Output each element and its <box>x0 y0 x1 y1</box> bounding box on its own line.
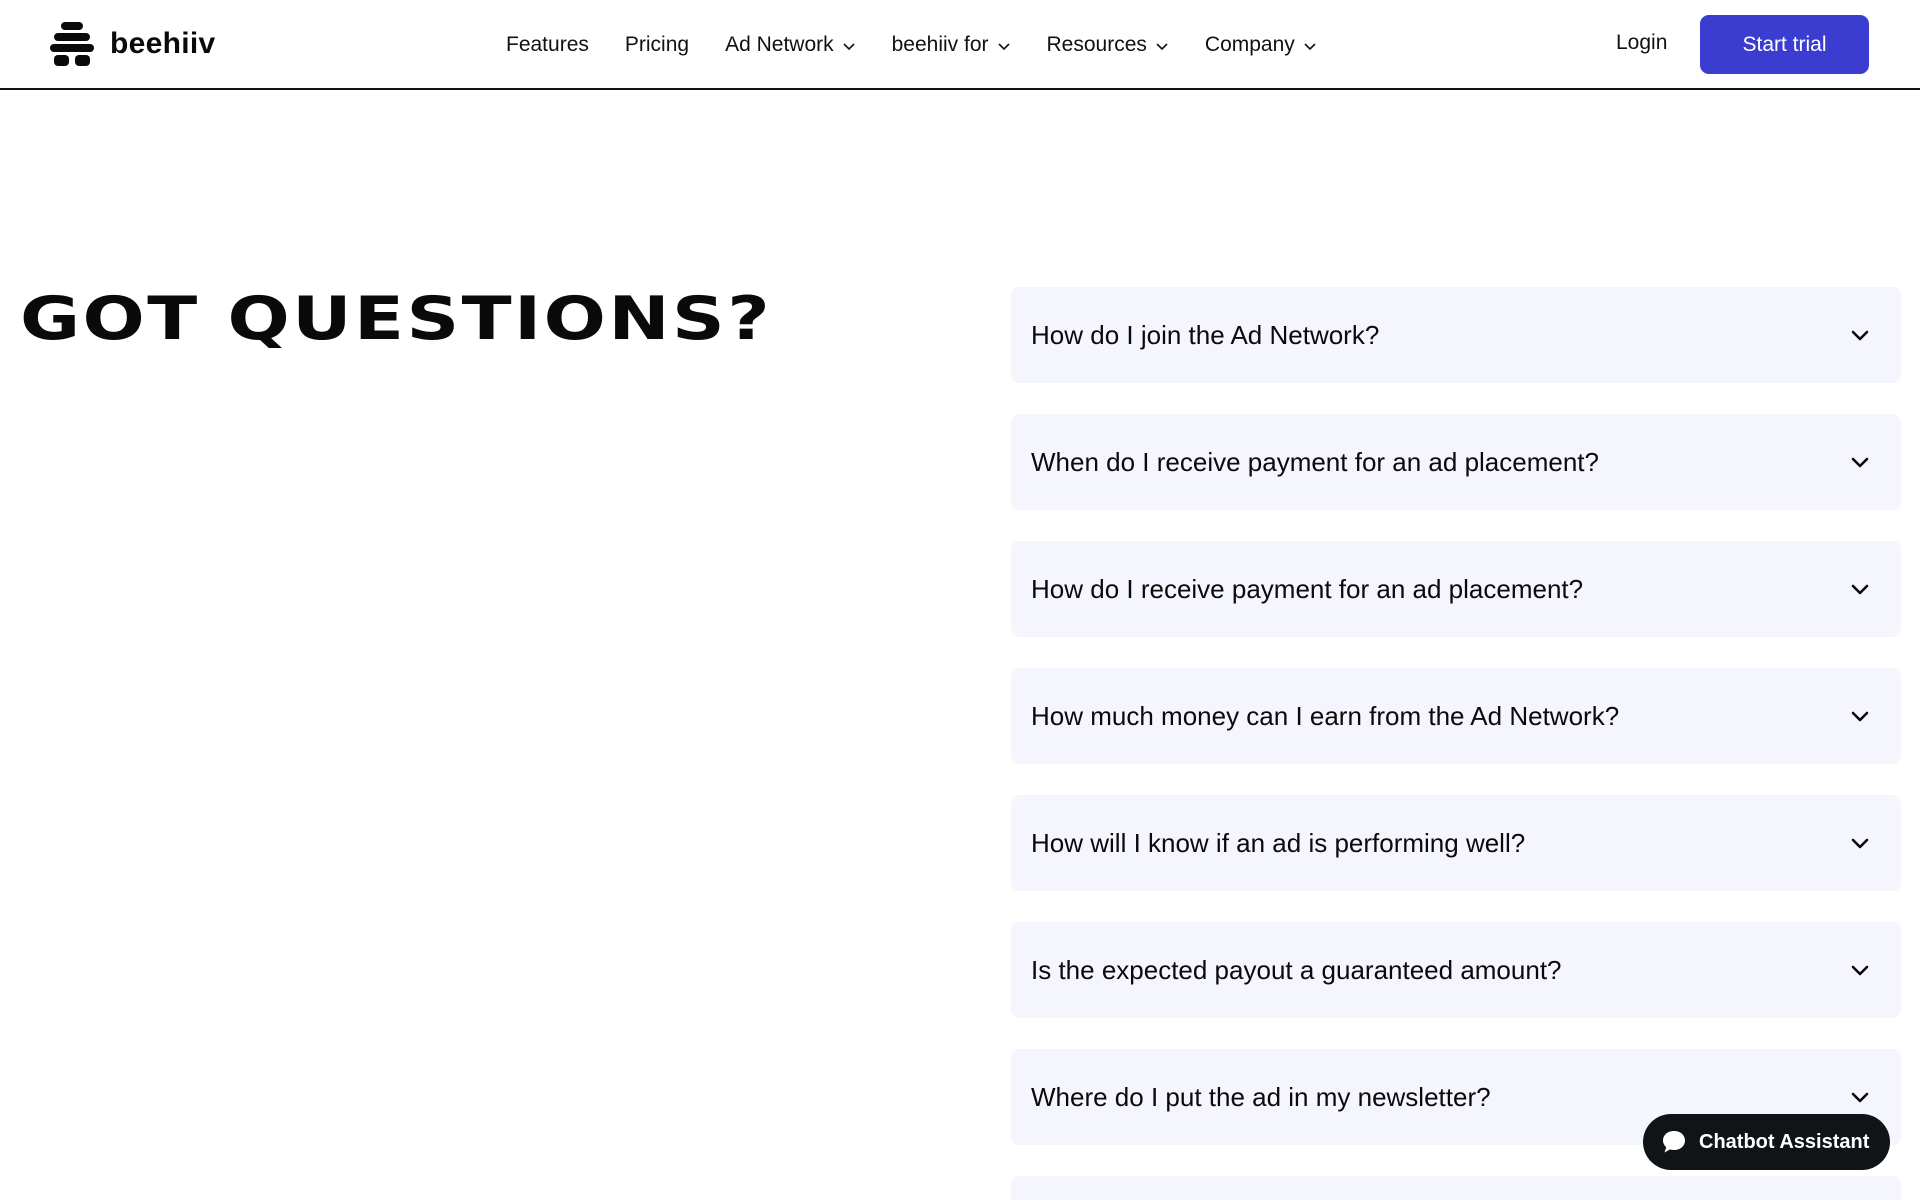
page-title: GOT QUESTIONS? <box>20 284 773 354</box>
faq-item[interactable] <box>1011 541 1901 637</box>
chevron-down-icon <box>1849 832 1871 854</box>
main-nav <box>506 0 1317 90</box>
chevron-down-icon <box>1849 578 1871 600</box>
nav-label: Ad Network <box>725 33 834 56</box>
faq-question: How do I join the Ad Network? <box>1031 319 1380 350</box>
login-link[interactable]: Login <box>1616 31 1668 54</box>
faq-question: Where do I put the ad in my newsletter? <box>1031 1081 1491 1112</box>
faq-question: Is the expected payout a guaranteed amount? <box>1031 954 1562 985</box>
faq-item[interactable] <box>1011 922 1901 1018</box>
nav-label: Pricing <box>624 33 690 56</box>
chevron-down-icon <box>1849 1086 1871 1108</box>
faq-item[interactable] <box>1011 795 1901 891</box>
faq-question: How will I know if an ad is performing well? <box>1031 827 1526 858</box>
beehiiv-logo[interactable] <box>50 22 215 66</box>
start-trial-button[interactable]: Start trial <box>1700 15 1869 74</box>
chatbot-label: Chatbot Assistant <box>1699 1130 1870 1153</box>
nav-label: Company <box>1204 33 1295 56</box>
faq-question: When do I receive payment for an ad placement? <box>1031 446 1599 477</box>
logo-text: beehiiv <box>110 27 216 60</box>
faq-item[interactable] <box>1011 287 1901 383</box>
nav-item-pricing[interactable] <box>625 33 689 57</box>
chevron-down-icon <box>1849 959 1871 981</box>
nav-item-resources[interactable] <box>1047 33 1169 57</box>
nav-label: Resources <box>1046 33 1147 56</box>
chatbot-assistant-button[interactable] <box>1643 1114 1890 1170</box>
beehive-logo-icon <box>50 22 94 66</box>
chevron-down-icon <box>1155 39 1169 53</box>
nav-item-features[interactable] <box>506 33 589 57</box>
nav-item-company[interactable] <box>1205 33 1317 57</box>
faq-list <box>1011 287 1901 1200</box>
faq-item[interactable] <box>1011 668 1901 764</box>
faq-question: How much money can I earn from the Ad Network? <box>1031 700 1620 731</box>
faq-item[interactable] <box>1011 414 1901 510</box>
chevron-down-icon <box>1849 451 1871 473</box>
chat-bubble-icon <box>1661 1129 1687 1155</box>
nav-item-ad-network[interactable] <box>725 33 856 57</box>
faq-question: How do I receive payment for an ad placement? <box>1031 573 1584 604</box>
faq-item[interactable] <box>1011 1176 1901 1200</box>
chevron-down-icon <box>997 39 1011 53</box>
chevron-down-icon <box>1849 705 1871 727</box>
chevron-down-icon <box>1303 39 1317 53</box>
chevron-down-icon <box>842 39 856 53</box>
nav-label: Features <box>506 33 589 56</box>
site-header <box>0 0 1920 90</box>
nav-label: beehiiv for <box>891 33 989 56</box>
chevron-down-icon <box>1849 324 1871 346</box>
nav-item-beehiiv-for[interactable] <box>892 33 1011 57</box>
